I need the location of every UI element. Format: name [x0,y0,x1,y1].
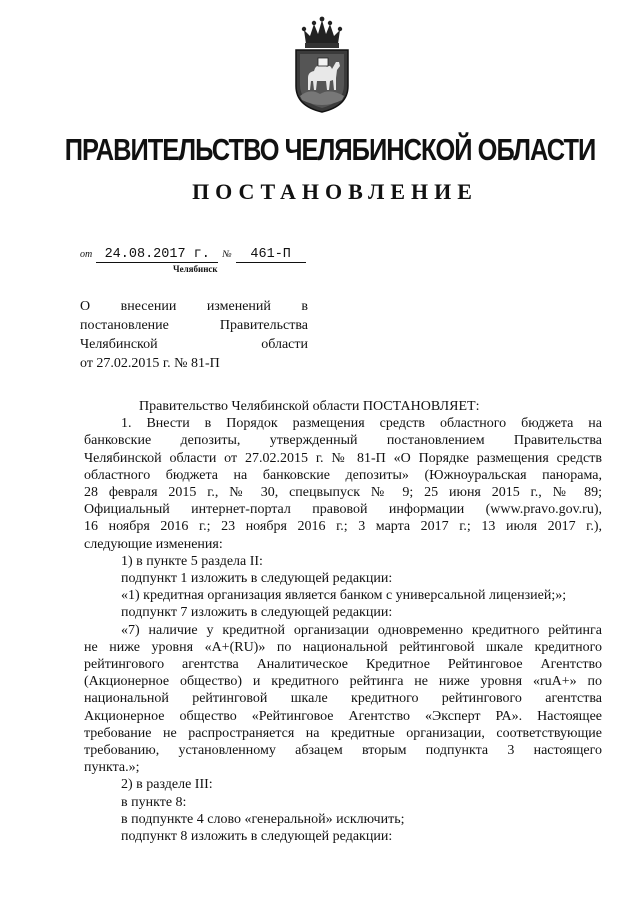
subject-line: от 27.02.2015 г. № 81-П [80,356,220,371]
from-label: от [80,249,93,260]
coat-of-arms-emblem [290,14,354,114]
body-line: Акционерное общество «Рейтинговое Агентство «Эксперт РА». Настоящее [84,708,602,724]
body-line: 1. Внести в Порядок размещения средств областного бюджета на [121,416,602,432]
body-line: подпункт 8 изложить в следующей редакции: [121,829,393,845]
body-line: 28 февраля 2015 г., № 30, спецвыпуск № 9; 25 июня 2015 г., № 89; [84,485,602,501]
body-line: «1) кредитная организация является банком с универсальной лицензией;»; [121,588,567,604]
body-line: подпункт 7 изложить в следующей редакции: [121,605,393,621]
number-label: № [222,249,232,260]
body-line: требование не распространяется на кредитные организации, соответствующие [84,725,602,741]
body-line: (Акционерное общество) и кредитного рейтинга не ниже уровня «ruA+» по [84,674,602,690]
date-number-row [80,248,306,263]
document-subject [80,297,308,373]
body-line: следующие изменения: [84,536,223,552]
body-line: 1) в пункте 5 раздела II: [121,553,263,569]
body-line: не ниже уровня «A+(RU)» по национальной рейтинговой шкале кредитного [84,639,602,655]
document-body [84,398,602,845]
body-line: Челябинской области от 27.02.2015 г. № 81-П «О Порядке размещения средств [84,450,602,466]
body-line: Правительство Челябинской области ПОСТАНОВЛЯЕТ: [139,399,480,414]
body-line: рейтингового агентства Аналитическое Кредитное Рейтинговое Агентство [84,657,602,673]
body-line: 16 ноября 2016 г.; 23 ноября 2016 г.; 3 марта 2017 г.; 13 июля 2017 г.), [84,519,602,535]
document-number: 461-П [236,248,306,263]
body-line: областного бюджета на банковские депозиты» (Южноуральская панорама, [84,467,602,483]
body-line: национальной рейтинговой шкале кредитного рейтингового агентства [84,691,602,707]
subject-line: Челябинской области [80,337,308,352]
body-line: банковские депозиты, утвержденный постановлением Правительства [84,433,602,449]
body-line: Официальный интернет-портал правовой информации (www.pravo.gov.ru), [84,502,602,518]
subject-line: постановление Правительства [80,318,308,333]
body-line: в пункте 8: [121,794,187,810]
body-line: пункта.»; [84,760,140,776]
body-line: требованию, установленному абзацем вторым подпункта 3 настоящего [84,743,602,759]
city-name: Челябинск [173,264,218,274]
body-line: в подпункте 4 слово «генеральной» исключить; [121,811,405,827]
document-date: 24.08.2017 г. [96,248,218,263]
body-line: «7) наличие у кредитной организации одновременно кредитного рейтинга [121,622,602,638]
government-title: ПРАВИТЕЛЬСТВО ЧЕЛЯБИНСКОЙ ОБЛАСТИ [64,132,596,167]
document-type: ПОСТАНОВЛЕНИЕ [192,179,478,204]
body-line: 2) в разделе III: [121,777,213,793]
subject-line: О внесении изменений в [80,299,308,314]
body-line: подпункт 1 изложить в следующей редакции: [121,571,393,587]
